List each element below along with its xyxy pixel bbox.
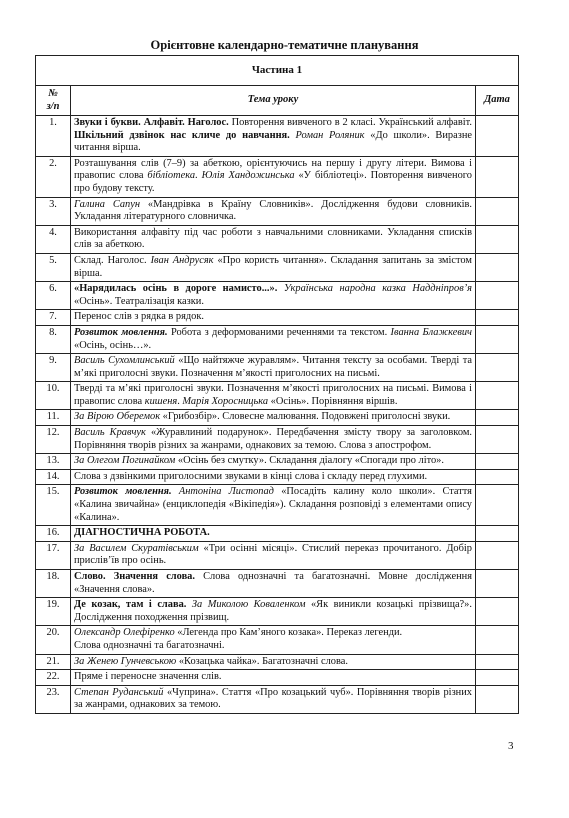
lesson-date-cell [476,626,519,654]
lesson-topic-text: Іванна Блажкевич [390,326,472,338]
lesson-date-cell [476,541,519,569]
lesson-number: 10. [36,382,71,410]
lesson-number: 16. [36,526,71,542]
lesson-topic-text: За Женею Гунчевською [74,655,177,667]
lesson-topic-text [172,486,179,497]
lesson-number: 14. [36,469,71,485]
lesson-topic [71,253,476,281]
lesson-topic-text: ДІАГНОСТИЧНА РОБОТА. [74,527,210,539]
lesson-topic-text: Звуки і букви. Алфавіт. Наголос. [74,117,229,128]
lesson-date-cell [476,197,519,225]
lesson-topic-text: «Нарядилась осінь в дороге намисто...». [74,283,278,295]
table-row [36,225,519,253]
lesson-topic [71,116,476,157]
lesson-date-cell [476,670,519,686]
lesson-topic [71,156,476,197]
lesson-topic [71,685,476,713]
lesson-topic-text: «Журавлиний подарунок». Передбачення змісту твору за заголовком. Порівняння творів різних за жанрами, однакових за темою. Слова з апострофом. [74,427,472,451]
lesson-topic [71,670,476,686]
lesson-topic-text: За Олегом Погинайком [74,455,176,467]
lesson-number: 2. [36,156,71,197]
lesson-number: 9. [36,354,71,382]
lesson-topic [71,541,476,569]
lesson-topic-text: Розвиток мовлення. [74,326,168,338]
table-row [36,469,519,485]
lesson-number: 11. [36,410,71,426]
lesson-date-cell [476,685,519,713]
lesson-topic-text: Василь Сухомлинський [74,355,175,367]
part-label: Частина 1 [36,56,519,86]
lesson-topic-text: Повторення вивченого в 2 класі. Український алфавіт. [228,117,473,128]
lesson-topic-text: «Про користь читання». Складання запитань за змістом вірша. [74,254,472,279]
lesson-topic-text: Використання алфавіту під час роботи з навчальними словниками. Укладання списків слів за абеткою. [74,226,472,251]
lesson-number: 12. [36,426,71,454]
lesson-topic [71,325,476,353]
table-row [36,598,519,626]
table-row [36,541,519,569]
lesson-date-cell [476,354,519,382]
lesson-topic [71,485,476,526]
lesson-topic-text: . [195,170,202,182]
page-number: 3 [508,740,514,752]
lesson-topic-text: Слова з дзвінкими приголосними звуками в кінці слова і складу перед глухими. [74,470,428,482]
lesson-topic [71,570,476,598]
lesson-topic-text: «До школи». Виразне читання вірша. [74,129,473,154]
lesson-topic-text: бібліотека [147,170,196,182]
table-row [36,654,519,670]
lesson-topic-text: Шкільний дзвінок нас кличе до навчання. [74,129,290,141]
lesson-date-cell [476,325,519,353]
lesson-topic-text: Іван Андрусяк [150,254,214,266]
lesson-topic-text: Перенос слів з рядка в рядок. [74,311,205,323]
lesson-topic-text: «Козацька чайка». Багатозначні слова. [176,655,348,667]
lesson-date-cell [476,570,519,598]
lesson-topic-text: Пряме і переносне значення слів. [74,671,222,683]
lesson-topic-text: Юлія Хандожинська [201,170,295,182]
planning-table [35,55,519,714]
lesson-date-cell [476,156,519,197]
lesson-topic-text: За Вірою Оберемок [74,411,161,423]
page-title: Орієнтовне календарно-тематичне планування [150,38,419,52]
lesson-number: 22. [36,670,71,686]
lesson-date-cell [476,485,519,526]
table-row [36,156,519,197]
lesson-topic-text: Слово. Значення слова. [74,571,195,582]
lesson-topic [71,354,476,382]
lesson-topic-text: «Три осінні місяці». Стислий переказ прочитаного. Добір прислів’їв про осінь. [74,542,472,567]
lesson-topic [71,469,476,485]
table-row [36,282,519,310]
lesson-topic [71,654,476,670]
lesson-topic-text: Склад. Наголос. [74,254,151,266]
column-header-date: Дата [476,86,519,116]
table-row [36,382,519,410]
lesson-topic-text: «Що найтяжче журавлям». Читання тексту за особами. Тверді та м’які приголосні звуки. Позначення м’якості приголосних на письмі. [74,355,473,379]
lesson-topic-text: Олександр Олефіренко [74,627,175,639]
lesson-date-cell [476,598,519,626]
lesson-topic-text: Де козак, там і слава. [74,599,187,611]
lesson-topic-text: Галина Сапун [74,198,141,210]
lesson-topic-text: Степан Руданський [74,686,164,698]
lesson-topic [71,426,476,454]
lesson-topic-text: «У бібліотеці». Повторення вивченого про будову тексту. [74,170,473,194]
table-row [36,410,519,426]
table-row [36,116,519,157]
table-row [36,426,519,454]
lesson-number: 3. [36,197,71,225]
lesson-topic [71,410,476,426]
lesson-topic-text: «Осінь». Порівняння віршів. [268,395,398,407]
lesson-topic-text: Василь Кравчук [74,427,146,439]
lesson-number: 21. [36,654,71,670]
lesson-date-cell [476,426,519,454]
lesson-date-cell [476,382,519,410]
table-row [36,310,519,326]
lesson-topic [71,454,476,470]
lesson-date-cell [476,225,519,253]
lesson-topic-text: Українська народна казка Наддніпров’я [283,283,472,295]
lesson-topic-text: «Чуприна». Стаття «Про козацький чуб». Порівняння творів різних за жанрами, однакових за темою. [74,686,472,711]
table-row [36,325,519,353]
table-row [36,354,519,382]
table-row [36,454,519,470]
lesson-number: 17. [36,541,71,569]
lesson-number: 5. [36,253,71,281]
lesson-number: 8. [36,325,71,353]
lesson-topic-text: «Легенда про Кам’яного козака». Переказ легенди. Слова однозначні та багатозначні. [74,627,403,651]
column-header-number: № з/п [36,86,71,116]
lesson-date-cell [476,310,519,326]
lesson-topic [71,526,476,542]
lesson-number: 4. [36,225,71,253]
lesson-topic-text: «Осінь без смутку». Складання діалогу «Спогади про літо». [175,455,444,467]
lesson-topic [71,310,476,326]
table-row [36,485,519,526]
lesson-number: 6. [36,282,71,310]
lesson-date-cell [476,282,519,310]
lesson-topic-text: «Осінь». Театралізація казки. [74,295,204,307]
lesson-date-cell [476,116,519,157]
lesson-topic-text: Тверді та м’які приголосні звуки. Позначення м’якості приголосних на письмі. Вимова і правопис слова [74,383,472,407]
table-row [36,526,519,542]
lesson-topic-text: кишеня [144,395,178,407]
table-row [36,626,519,654]
table-row [36,685,519,713]
table-row [36,570,519,598]
lesson-date-cell [476,469,519,485]
table-row [36,253,519,281]
lesson-topic-text: Марія Хоросницька [182,395,269,407]
lesson-date-cell [476,410,519,426]
lesson-topic-text: «Як виникли козацькі прізвища?». Дослідження походження прізвищ. [74,599,472,623]
lesson-number: 13. [36,454,71,470]
table-row [36,197,519,225]
column-header-topic: Тема уроку [71,86,476,116]
lesson-number: 19. [36,598,71,626]
lesson-topic-text: «Грибозбір». Словесне малювання. Подовжені приголосні звуки. [160,411,451,423]
lesson-topic [71,626,476,654]
lesson-topic-text: Розвиток мовлення. [74,486,172,498]
lesson-number: 15. [36,485,71,526]
lesson-date-cell [476,253,519,281]
lesson-topic-text: Розташування слів (7–9) за абеткою, орієнтуючись на першу і другу літери. Вимова і правопис слова [74,157,472,182]
lesson-topic [71,225,476,253]
lesson-topic-text: Робота з деформованими реченнями та текстом. [167,326,391,338]
lesson-topic-text: . [177,395,183,407]
table-body [36,116,519,714]
lesson-number: 18. [36,570,71,598]
lesson-topic-text: «Осінь, осінь…». [74,339,152,351]
lesson-topic-text: Роман Роляник [295,129,365,141]
lesson-topic [71,382,476,410]
table-row [36,670,519,686]
lesson-topic-text: «Мандрівка в Країну Словників». Дослідження будови словників. Укладання літературного словничка. [74,198,473,223]
lesson-topic-text: За Василем Скуратівським [74,542,199,554]
lesson-topic-text: За Миколою Коваленком [191,599,306,611]
lesson-topic [71,598,476,626]
lesson-date-cell [476,454,519,470]
lesson-topic [71,197,476,225]
lesson-date-cell [476,654,519,670]
lesson-topic-text: «Посадіть калину коло школи». Стаття «Калина звичайна» (енциклопедія «Вікіпедія»). Складання розповіді з елементами опису «Калина». [74,486,472,523]
lesson-topic [71,282,476,310]
lesson-number: 20. [36,626,71,654]
lesson-number: 7. [36,310,71,326]
lesson-topic-text: Слова однозначні та багатозначні. Мовне дослідження «Значення слова». [74,571,472,595]
lesson-date-cell [476,526,519,542]
lesson-number: 23. [36,685,71,713]
lesson-topic-text: Антоніна Листопад [178,486,274,498]
lesson-number: 1. [36,116,71,157]
